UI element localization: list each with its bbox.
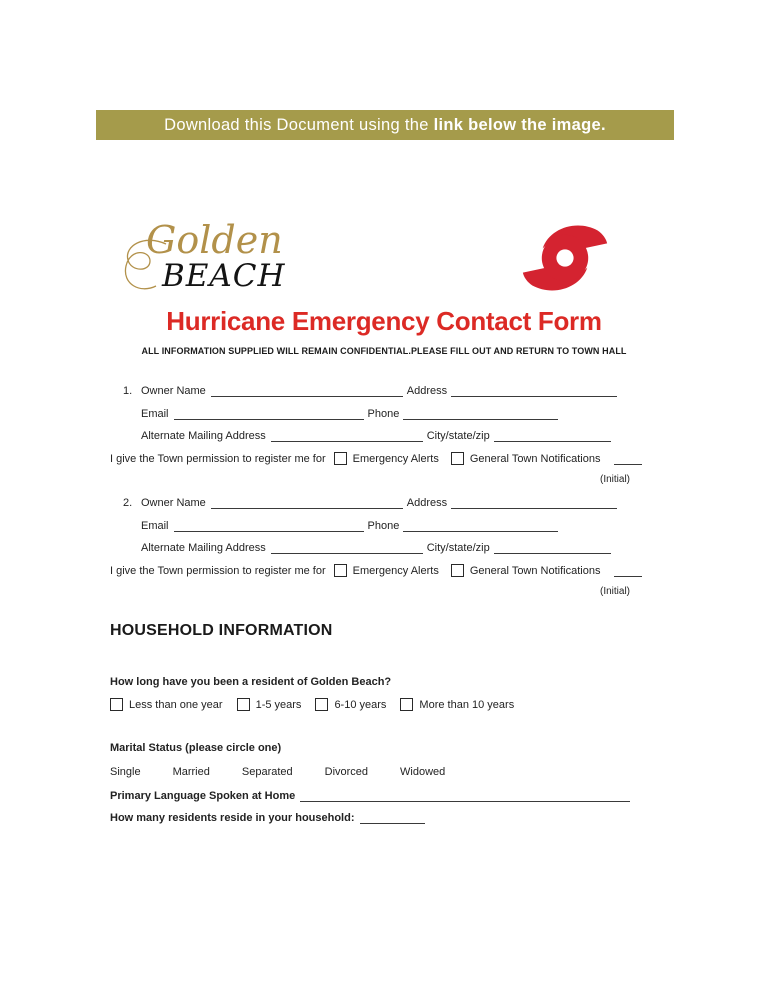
- address-field[interactable]: [451, 386, 617, 397]
- alt-mailing-field[interactable]: [271, 431, 423, 442]
- residency-option-label: 6-10 years: [334, 698, 387, 711]
- residency-option-label: Less than one year: [129, 698, 223, 711]
- phone-field[interactable]: [403, 521, 558, 532]
- residency-option: [237, 698, 302, 711]
- owner-name-label: Owner Name: [141, 497, 206, 509]
- owner-sections: [110, 384, 642, 608]
- confidentiality-note: ALL INFORMATION SUPPLIED WILL REMAIN CONFIDENTIAL.PLEASE FILL OUT AND RETURN TO TOWN HALL: [141, 346, 627, 356]
- residency-checkbox[interactable]: [110, 698, 123, 711]
- town-notifications-checkbox[interactable]: [451, 452, 464, 465]
- household-section: [110, 622, 640, 833]
- residency-option: [315, 698, 386, 711]
- marital-option[interactable]: Single: [110, 766, 141, 778]
- marital-option[interactable]: Widowed: [400, 766, 446, 778]
- initial-field[interactable]: [614, 454, 642, 465]
- owner-name-field[interactable]: [211, 386, 403, 397]
- hurricane-icon: [522, 219, 608, 297]
- address-label: Address: [406, 385, 448, 397]
- residency-option-label: More than 10 years: [419, 698, 515, 711]
- residency-option: [110, 698, 223, 711]
- owner-name-field[interactable]: [211, 498, 403, 509]
- town-notifications-label: General Town Notifications: [469, 452, 601, 465]
- city-state-zip-field[interactable]: [494, 431, 611, 442]
- emergency-alerts-label: Emergency Alerts: [352, 452, 439, 465]
- golden-beach-logo: [128, 218, 318, 300]
- banner-text: Download this Document using the: [164, 116, 434, 134]
- emergency-alerts-checkbox[interactable]: [334, 564, 347, 577]
- town-notifications-checkbox[interactable]: [451, 564, 464, 577]
- household-heading: HOUSEHOLD INFORMATION: [110, 622, 333, 639]
- emergency-alerts-label: Emergency Alerts: [352, 564, 439, 577]
- email-label: Email: [141, 519, 169, 532]
- download-banner: [96, 110, 674, 140]
- owner-number: 1.: [123, 385, 133, 397]
- form-title: Hurricane Emergency Contact Form: [166, 306, 602, 336]
- email-field[interactable]: [174, 409, 364, 420]
- phone-label: Phone: [367, 407, 400, 420]
- residency-option-label: 1-5 years: [255, 698, 302, 711]
- emergency-alerts-checkbox[interactable]: [334, 452, 347, 465]
- town-notifications-label: General Town Notifications: [469, 564, 601, 577]
- alt-mailing-field[interactable]: [271, 543, 423, 554]
- initial-label: (Initial): [599, 586, 630, 597]
- owner-section-1: [110, 384, 642, 486]
- marital-option[interactable]: Married: [172, 766, 210, 778]
- permission-text: I give the Town permission to register me for: [110, 564, 326, 577]
- banner-text-bold: link below the image.: [433, 116, 606, 134]
- marital-option[interactable]: Separated: [241, 766, 293, 778]
- marital-option[interactable]: Divorced: [324, 766, 369, 778]
- phone-label: Phone: [367, 519, 400, 532]
- initial-label: (Initial): [599, 474, 630, 485]
- residency-options: [110, 698, 640, 711]
- residency-checkbox[interactable]: [400, 698, 413, 711]
- residency-question: How long have you been a resident of Golden Beach?: [110, 676, 392, 688]
- marital-options: [110, 766, 640, 778]
- email-label: Email: [141, 407, 169, 420]
- residents-count-label: How many residents reside in your household:: [110, 812, 355, 824]
- primary-language-field[interactable]: [300, 791, 630, 802]
- city-state-zip-field[interactable]: [494, 543, 611, 554]
- alt-mailing-label: Alternate Mailing Address: [141, 542, 266, 554]
- phone-field[interactable]: [403, 409, 558, 420]
- residency-checkbox[interactable]: [237, 698, 250, 711]
- owner-name-label: Owner Name: [141, 385, 206, 397]
- primary-language-label: Primary Language Spoken at Home: [110, 790, 296, 802]
- marital-status-label: Marital Status (please circle one): [110, 742, 282, 754]
- residency-checkbox[interactable]: [315, 698, 328, 711]
- address-field[interactable]: [451, 498, 617, 509]
- owner-number: 2.: [123, 497, 133, 509]
- email-field[interactable]: [174, 521, 364, 532]
- city-state-zip-label: City/state/zip: [426, 542, 490, 554]
- permission-text: I give the Town permission to register me for: [110, 452, 326, 465]
- alt-mailing-label: Alternate Mailing Address: [141, 430, 266, 442]
- initial-field[interactable]: [614, 566, 642, 577]
- address-label: Address: [406, 497, 448, 509]
- residency-option: [400, 698, 514, 711]
- logo-golden-text: Golden: [146, 218, 283, 262]
- logo-beach-text: BEACH: [162, 258, 286, 294]
- owner-section-2: [110, 496, 642, 598]
- residents-count-field[interactable]: [360, 813, 425, 824]
- city-state-zip-label: City/state/zip: [426, 430, 490, 442]
